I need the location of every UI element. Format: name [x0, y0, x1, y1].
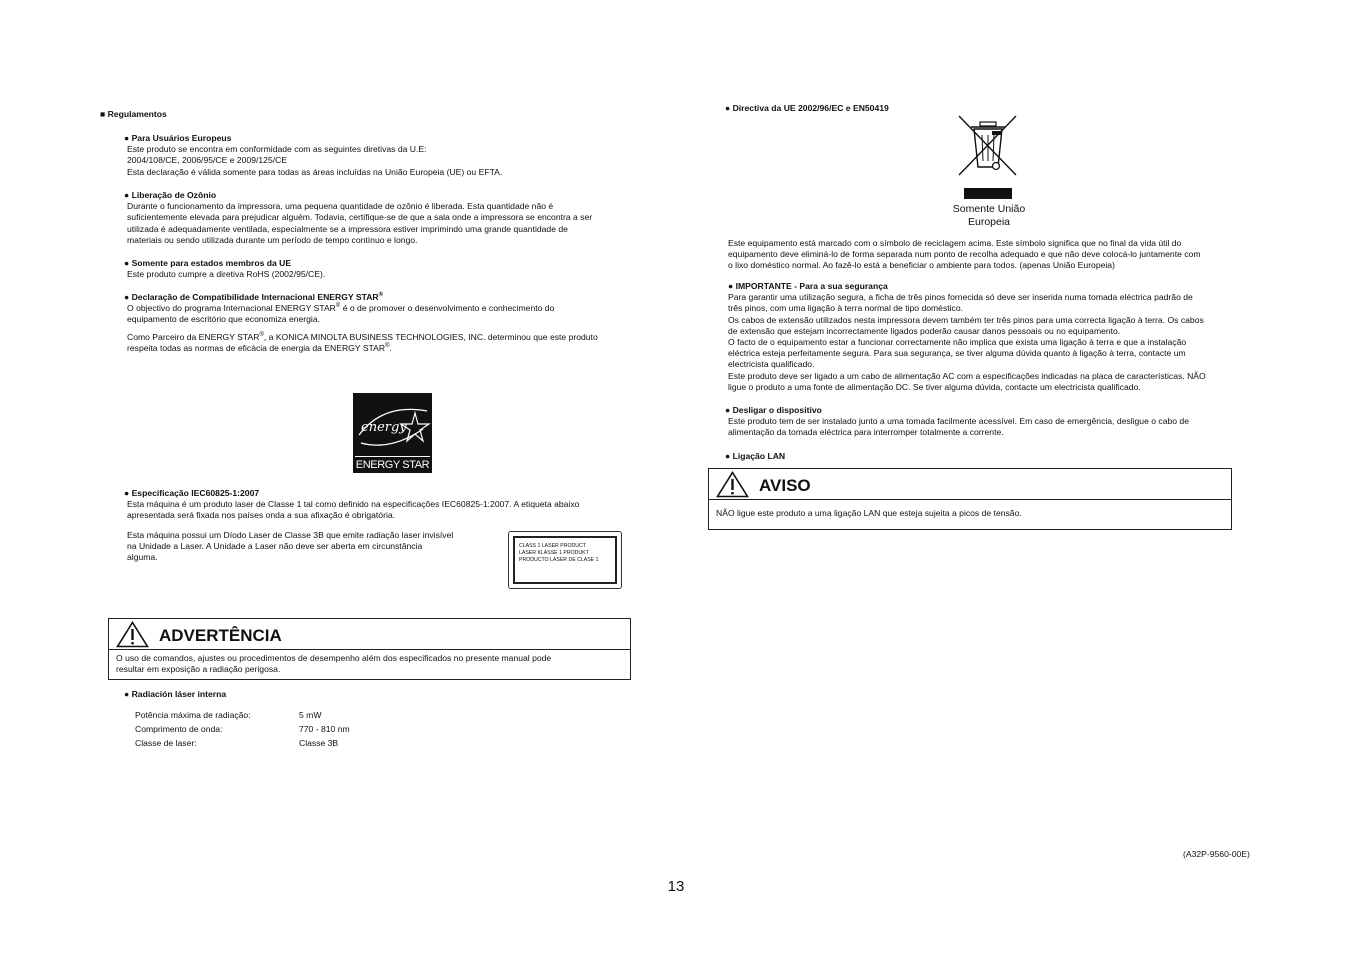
- text-line: Este produto tem de ser instalado junto a uma tomada facilmente acessível. Em caso de emergência, desligue o cabo de: [728, 416, 1189, 427]
- laser-class-label: [508, 531, 622, 589]
- text-line: suficientemente elevada para prejudicar alguém. Todavia, certifique-se de que a sala onde a impressora se encontra a ser: [127, 212, 593, 223]
- section-energy-star: [124, 292, 598, 354]
- spec-value: 5 mW: [299, 710, 322, 720]
- aviso-title: AVISO: [759, 476, 811, 495]
- text-line: Este equipamento está marcado com o símbolo de reciclagem acima. Este símbolo significa que no final da vida útil do: [728, 238, 1182, 248]
- energy-star-logo: [353, 393, 432, 473]
- text-line: 2004/108/CE, 2006/95/CE e 2009/125/CE: [127, 155, 288, 166]
- text-line: Esta declaração é válida somente para todas as áreas incluídas na União Europeia (UE) ou EFTA.: [127, 166, 503, 177]
- logo-divider: [355, 456, 430, 457]
- advertencia-title: ADVERTÊNCIA: [159, 626, 282, 645]
- page-number: 13: [667, 878, 685, 895]
- text-line: de extensão que estejam incorrectamente ligados poderão causar danos pessoais ou no equipamento.: [728, 325, 1121, 336]
- heading-europeus: ● Para Usuários Europeus: [124, 133, 232, 143]
- text-line: eléctrica esteja perfeitamente segura. Para sua segurança, se tiver alguma dúvida quanto à ligação à terra, contacte um: [728, 348, 1186, 359]
- heading-ozonio: ● Liberação de Ozônio: [124, 190, 217, 200]
- warning-icon: [716, 471, 749, 498]
- text-line: resultar em exposição a radiação perigosa.: [116, 664, 281, 675]
- weee-caption: [948, 203, 1030, 229]
- text-line: Este produto cumpre a diretiva RoHS (2002/95/CE).: [127, 269, 326, 280]
- text-line: respeita todas as normas de eficácia de energia da ENERGY STAR®.: [127, 342, 392, 353]
- text-line: Durante o funcionamento da impressora, uma pequena quantidade de ozônio é liberada. Esta quantidade não é: [127, 201, 554, 212]
- text-line: Esta máquina é um produto laser de Classe 1 tal como definido na especificações IEC60825-1:2007. A etiqueta abaixo: [127, 499, 580, 510]
- heading-energy: ● Declaração de Compatibilidade Internacional ENERGY STAR®: [124, 292, 384, 302]
- text-line: materiais ou sendo utilizada durante um período de tempo contínuo e longo.: [127, 234, 418, 245]
- aviso-box: [708, 468, 1232, 530]
- section-ozonio: [124, 190, 592, 246]
- section-title: ■ Regulamentos: [100, 109, 167, 119]
- text-line: três pinos, com uma ligação à terra normal de tipo doméstico.: [728, 303, 964, 314]
- label-line: PRODUCTO LASER DE CLASE 1: [519, 557, 599, 563]
- heading-radiacion: ● Radiación láser interna: [124, 689, 227, 699]
- spec-key: Comprimento de onda:: [135, 724, 223, 734]
- text-line: Para garantir uma utilização segura, a ficha de três pinos fornecida só deve ser inserida numa tomada eléctrica padrão de: [728, 292, 1193, 303]
- text-line: O facto de o equipamento estar a funcionar correctamente não implica que exista uma ligação à terra e que a instalação: [728, 337, 1187, 348]
- text-line: alguma.: [127, 552, 158, 563]
- section-europeus: [124, 133, 502, 178]
- label-line: LASER KLASSE 1 PRODUKT: [519, 550, 589, 556]
- heading-importante: ● IMPORTANTE - Para a sua segurança: [728, 281, 888, 291]
- text-line: equipamento de escritório que economiza energia.: [127, 314, 321, 325]
- heading-ue: ● Somente para estados membros da UE: [124, 258, 292, 268]
- label-line: CLASS 1 LASER PRODUCT: [519, 543, 586, 549]
- text-line: electricista qualificado.: [728, 359, 815, 370]
- text-line: o lixo doméstico normal. Ao fazê-lo está a beneficiar o ambiente para todos. (apenas União Europeia): [728, 260, 1115, 271]
- text-line: utilizada é adequadamente ventilada, especialmente se a impressora estiver imprimindo uma grande quantidade de: [127, 223, 568, 234]
- text-line: Como Parceiro da ENERGY STAR®, a KONICA MINOLTA BUSINESS TECHNOLOGIES, INC. determinou que este produto: [127, 331, 598, 342]
- heading-directiva: ● Directiva da UE 2002/96/EC e EN50419: [725, 103, 889, 113]
- energy-script: energy: [361, 420, 407, 435]
- spec-key: Potência máxima de radiação:: [135, 710, 251, 720]
- caption-line: Somente União: [952, 203, 1026, 215]
- heading-lan: ● Ligação LAN: [725, 451, 786, 461]
- text-line: na Unidade a Laser. A Unidade a Laser não deve ser aberta em circunstância: [127, 541, 423, 552]
- text-line: O uso de comandos, ajustes ou procedimentos de desempenho além dos especificados no presente manual pode: [116, 653, 552, 663]
- text-line: Os cabos de extensão utilizados nesta impressora devem também ter três pinos para uma correcta ligação à terra. Os cabos: [728, 314, 1204, 325]
- heading-iec: ● Especificação IEC60825-1:2007: [124, 488, 260, 498]
- section-ue: [124, 258, 325, 280]
- doc-code: (A32P-9560-00E): [1183, 849, 1250, 859]
- iec-laser-text: [127, 530, 453, 564]
- section-importante: [728, 281, 1206, 393]
- weee-bin-icon: [956, 113, 1020, 203]
- caption-line: Europeia: [967, 216, 1011, 228]
- spec-value: 770 - 810 nm: [299, 724, 350, 734]
- text-line: Este produto deve ser ligado a um cabo de alimentação AC com a especificações indicadas na placa de características. NÃO: [728, 370, 1206, 381]
- text-line: Este produto se encontra em conformidade com as seguintes diretivas da U.E:: [127, 144, 427, 155]
- spec-key: Classe de laser:: [135, 738, 197, 748]
- spec-row: [135, 738, 395, 752]
- text-line: O objectivo do programa Internacional ENERGY STAR® é o de promover o desenvolvimento e conhecimento do: [127, 303, 555, 314]
- section-desligar: [725, 405, 1189, 439]
- text-line: ligue o produto a uma fonte de alimentação DC. Se tiver alguma dúvida, contacte um electricista qualificado.: [728, 381, 1141, 392]
- spec-row: [135, 710, 395, 724]
- energy-star-label: ENERGY STAR: [355, 459, 430, 471]
- text-line: Esta máquina possui um Díodo Laser de Classe 3B que emite radiação laser invisível: [127, 530, 454, 540]
- text-line: NÃO ligue este produto a uma ligação LAN que esteja sujeita a picos de tensão.: [716, 508, 1022, 518]
- heading-desligar: ● Desligar o dispositivo: [725, 405, 822, 415]
- warning-icon: [116, 621, 149, 648]
- text-line: equipamento deve eliminá-lo de forma separada num ponto de recolha adequado e que não deve colocá-lo juntamente com: [728, 249, 1201, 260]
- directiva-text: [728, 238, 1201, 272]
- text-line: apresentada será fixada nos países onda a sua afixação é obrigatória.: [127, 510, 396, 521]
- advertencia-box: [108, 618, 631, 680]
- spec-value: Classe 3B: [299, 738, 339, 748]
- spec-row: [135, 724, 395, 738]
- text-line: alimentação da tomada eléctrica para interromper totalmente a corrente.: [728, 427, 1004, 438]
- section-iec: [124, 488, 579, 522]
